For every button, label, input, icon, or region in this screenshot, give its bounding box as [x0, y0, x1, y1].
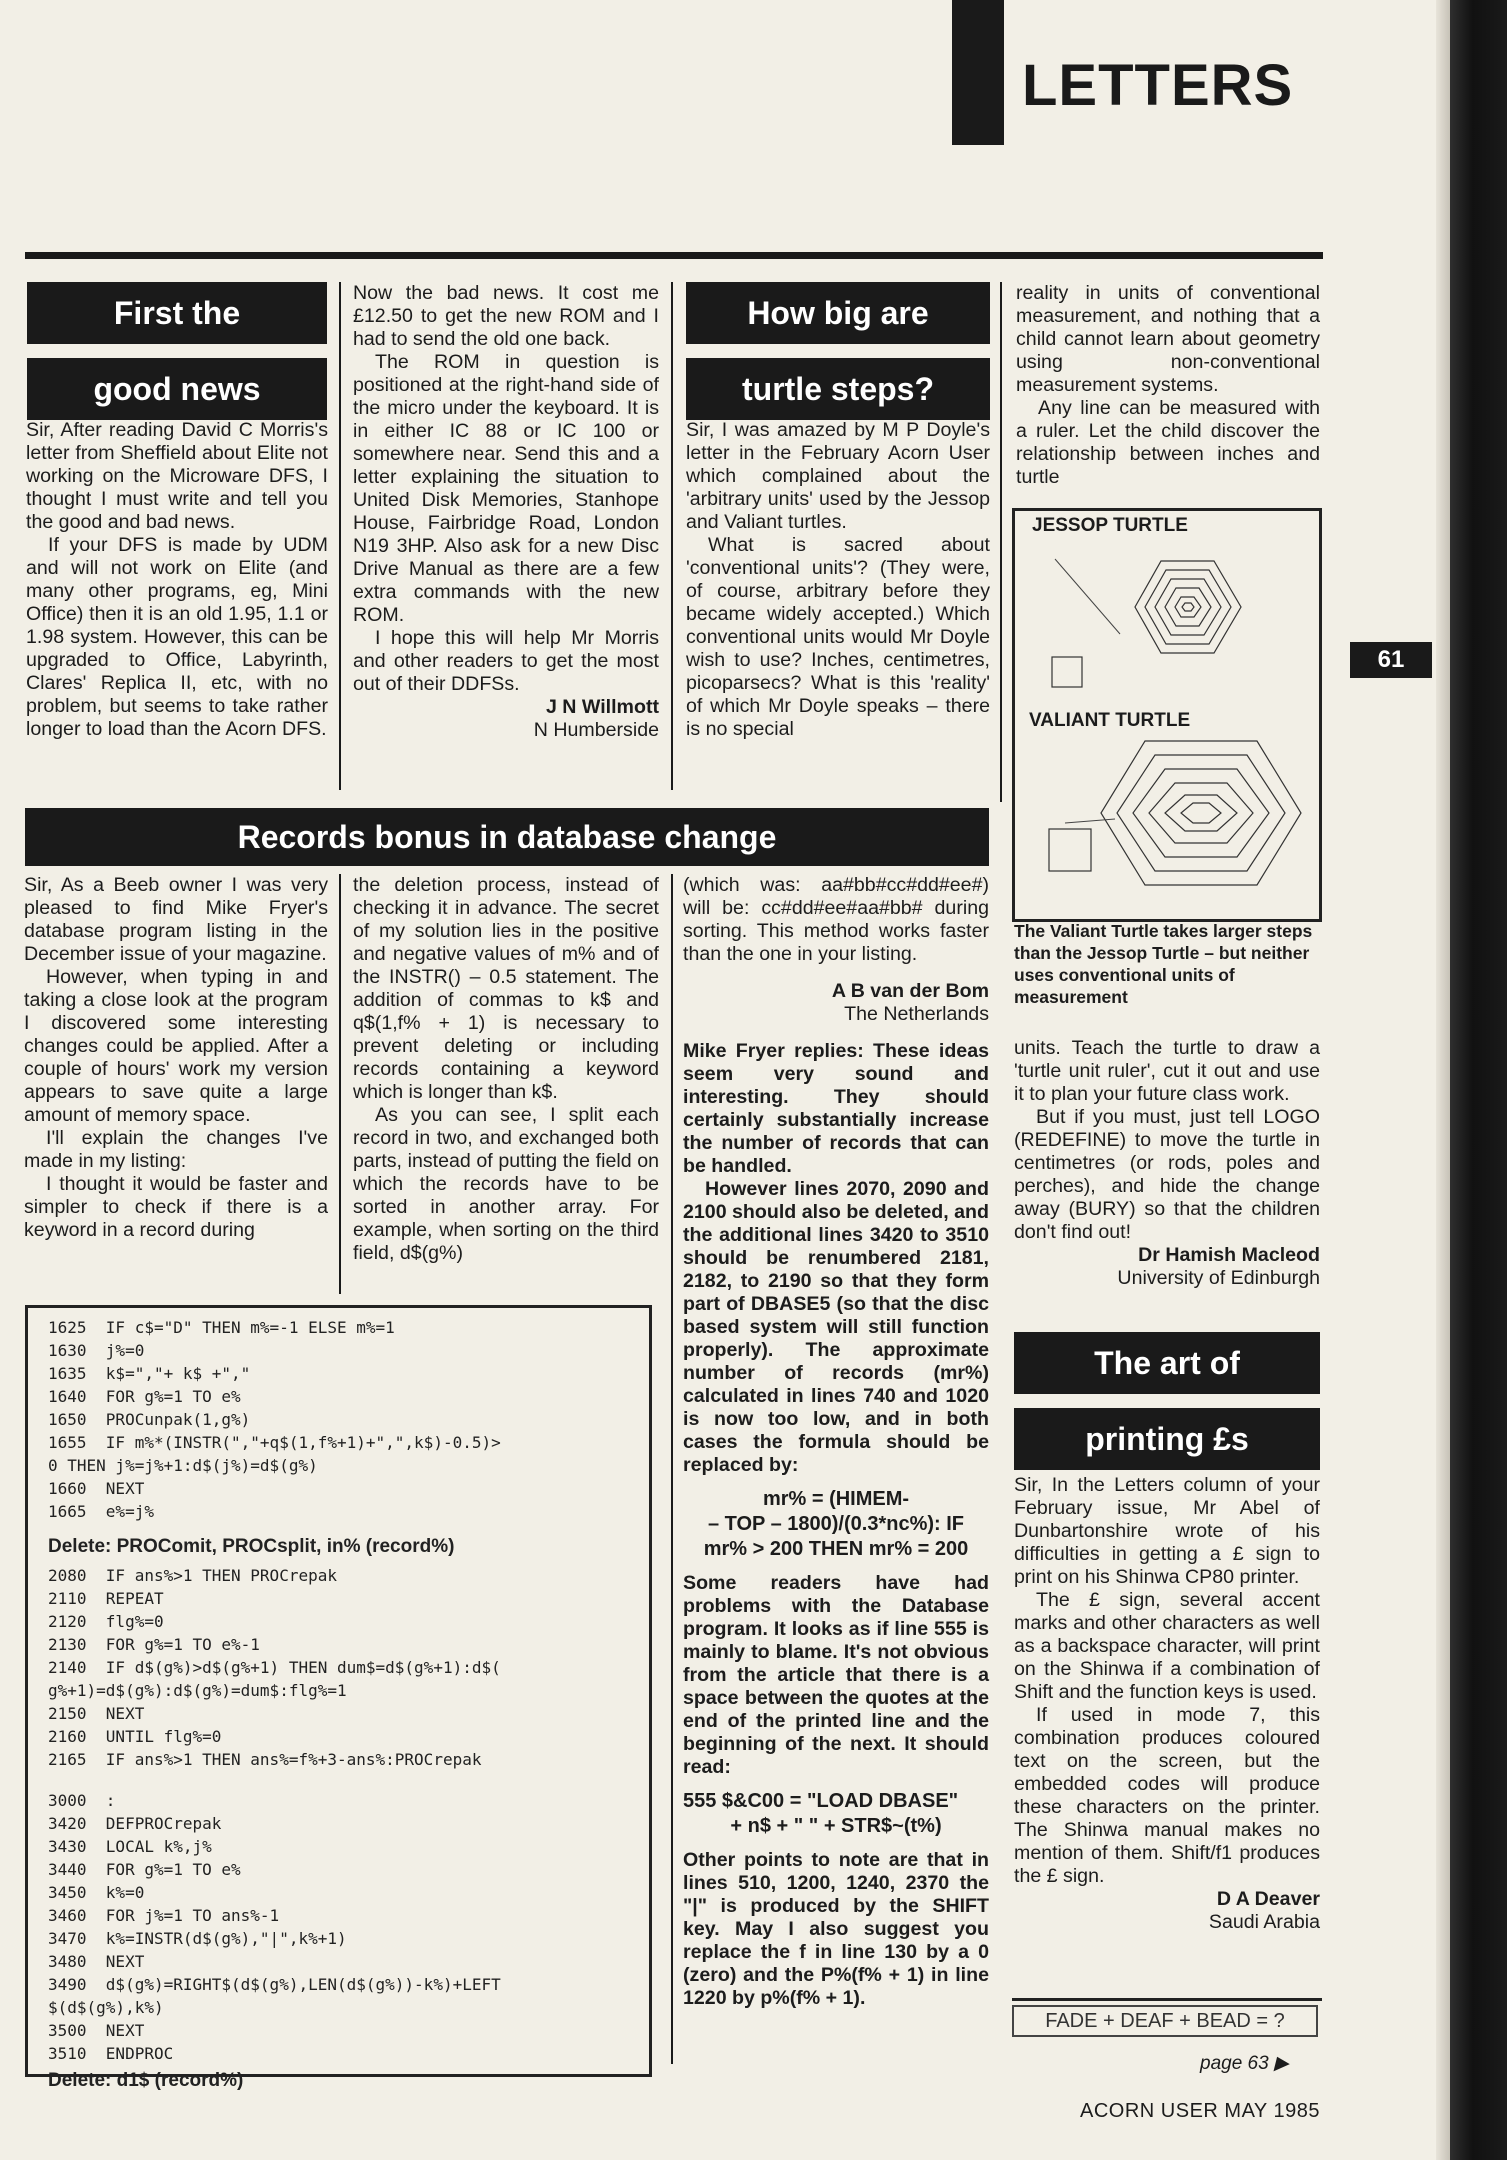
letter1-col1 [26, 419, 328, 741]
letter3-location: The Netherlands [844, 1003, 989, 1025]
code-line: 3490 d$(g%)=RIGHT$(d$(g%),LEN(d$(g%))-k%)+LEFT [48, 1975, 501, 1994]
headline-line: turtle steps? [741, 371, 935, 407]
spacer [683, 966, 989, 980]
paragraph: reality in units of conventional measurement, and nothing that a child cannot learn about geometry using non-conventional measurement systems. [1016, 282, 1320, 396]
paragraph: As you can see, I split each record in two, and exchanged both parts, instead of putting the field on which the records have to be sorted in another array. For example, when sorting on the third field, d$(g%) [353, 1104, 659, 1264]
letter4-signature: D A Deaver [1216, 1888, 1320, 1910]
code-line: 2160 UNTIL flg%=0 [48, 1727, 222, 1746]
jessop-spiral-drawing [1015, 539, 1319, 709]
letter3-col1 [24, 874, 328, 1242]
code-line: 1630 j%=0 [48, 1341, 145, 1360]
code-line: 1625 IF c$="D" THEN m%=-1 ELSE m%=1 [48, 1318, 395, 1337]
code-line: 3500 NEXT [48, 2021, 145, 2040]
jessop-spiral [1135, 561, 1241, 653]
letter3-signature: A B van der Bom [831, 980, 989, 1002]
reply-paragraph: Other points to note are that in lines 510, 1200, 1240, 2370 the "|" is produced by the SHIFT key. May I also suggest you replace the f in line 130 by a 0 (zero) and the P%(f% + 1) in line 1220 by p%(f% + 1). [683, 1849, 989, 2009]
code-line: 1650 PROCunpak(1,g%) [48, 1410, 251, 1429]
code-block-2 [48, 1564, 637, 1771]
code-line: g%+1)=d$(g%):d$(g%)=dum$:flg%=1 [48, 1681, 347, 1700]
code-line: 2080 IF ans%>1 THEN PROCrepak [48, 1566, 337, 1585]
headline-line: First the [113, 295, 241, 331]
figure-caption: The Valiant Turtle takes larger steps than the Jessop Turtle – but neither uses conventional units of measurement [1014, 921, 1313, 1007]
masthead-bar [952, 0, 1004, 145]
letter3-col3 [683, 874, 989, 2010]
delete-note: Delete: d1$ (record%) [48, 2070, 244, 2091]
delete-note: Delete: PROComit, PROCsplit, in% (record%) [48, 1536, 455, 1557]
paragraph: I hope this will help Mr Morris and other readers to get the most out of their DDFSs. [353, 627, 659, 695]
letter4-location: Saudi Arabia [1208, 1911, 1320, 1933]
paragraph: Sir, After reading David C Morris's letter from Sheffield about Elite not working on the Microware DFS, I thought I must write and tell you the good and bad news. [26, 419, 328, 533]
code-line: $(d$(g%),k%) [48, 1998, 164, 2017]
code-line: 1665 e%=j% [48, 1502, 154, 1521]
letter2-location: University of Edinburgh [1117, 1267, 1320, 1289]
top-rule [25, 252, 1323, 259]
spacer [683, 1562, 989, 1572]
code-line: 1655 IF m%*(INSTR(","+q$(1,f%+1)+",",k$)-0.5)> [48, 1433, 501, 1452]
spacer [683, 1839, 989, 1849]
code-line: 2140 IF d$(g%)>d$(g%+1) THEN dum$=d$(g%+1):d$( [48, 1658, 501, 1677]
code-line: 0 THEN j%=j%+1:d$(j%)=d$(g%) [48, 1456, 318, 1475]
letter2-col1 [686, 419, 990, 741]
figure-label-jessop: JESSOP TURTLE [1032, 515, 1188, 536]
paragraph: The ROM in question is positioned at the right-hand side of the micro under the keyboard. It is in either IC 88 or IC 100 or somewhere near. Send this and a letter explaining the situation to United Disk Memories, Stanhope House, Fairbridge Road, London N19 3HP. Also ask for a new Disc Drive Manual as there are a few extra commands with the new ROM. [353, 351, 659, 626]
reply-paragraph: Mike Fryer replies: These ideas seem very sound and interesting. They should certainly substantially increase the number of records that can be handled. [683, 1040, 989, 1177]
valiant-spiral [1101, 741, 1301, 885]
letter1-signature: J N Willmott [545, 696, 659, 718]
headline-gap [27, 344, 327, 358]
jessop-turtle-marker [1052, 657, 1082, 687]
binding-spine [1450, 0, 1507, 2160]
paragraph: However, when typing in and taking a close look at the program I discovered some interesting changes could be applied. After a couple of hours' work my version appears to save quite a large amount of memory space. [24, 966, 328, 1126]
formula-line: mr% = (HIMEM- [762, 1488, 910, 1510]
code-line: 3000 : [48, 1791, 116, 1810]
paragraph: I'll explain the changes I've made in my listing: [24, 1127, 328, 1172]
letter3-col2 [353, 874, 659, 1265]
letter1-headline [27, 282, 327, 420]
letter2-col2 [1016, 282, 1320, 489]
reply-paragraph: Some readers have had problems with the Database program. It looks as if line 555 is mainly to blame. It's not obvious from the article that there is a space between the quotes at the end of the printed line and the beginning of the next. It should read: [683, 1572, 989, 1778]
column-rule [671, 282, 673, 790]
code-line: 3430 LOCAL k%,j% [48, 1837, 212, 1856]
headline-gap [686, 344, 990, 358]
formula-line: – TOP – 1800)/(0.3*nc%): IF [707, 1513, 965, 1535]
code-line: 3420 DEFPROCrepak [48, 1814, 222, 1833]
valiant-spiral-drawing [1015, 733, 1319, 919]
page-title: LETTERS [1022, 53, 1294, 118]
page-number-tab: 61 [1350, 642, 1432, 678]
letter2-headline [686, 282, 990, 420]
paragraph: Sir, As a Beeb owner I was very pleased to find Mike Fryer's database program listing in the December issue of your magazine. [24, 874, 328, 965]
paragraph: Sir, In the Letters column of your February issue, Mr Abel of Dunbartonshire wrote of his difficulties in getting a £ sign to print on his Shinwa CP80 printer. [1014, 1474, 1320, 1588]
page-footer: ACORN USER MAY 1985 [1080, 2100, 1320, 2122]
paragraph: (which was: aa#bb#cc#dd#ee#) will be: cc#dd#ee#aa#bb# during sorting. This method works faster than the one in your listing. [683, 874, 989, 965]
jessop-trace-line [1055, 559, 1120, 634]
reply-paragraph: However lines 2070, 2090 and 2100 should also be deleted, and the additional lines 3420 to 3510 should be renumbered 2181, 2182, to 2190 so that they form part of DBASE5 (so that the disc based system will still function properly). The approximate number of records (mr%) calculated in lines 740 and 1020 is now too low, and in both cases the formula should be replaced by: [683, 1178, 989, 1476]
formula-line: mr% > 200 THEN mr% = 200 [703, 1538, 969, 1560]
valiant-turtle-marker [1049, 829, 1091, 871]
paragraph: If your DFS is made by UDM and will not work on Elite (and many other programs, eg, Mini Office) then it is an old 1.95, 1.1 or 1.98 system. However, this can be upgraded to Office, Labyrinth, Clares' Replica II, etc, with no problem, but seems to take rather longer to load than the Acorn DFS. [26, 534, 328, 740]
paragraph: Any line can be measured with a ruler. Let the child discover the relationship between inches and turtle [1016, 397, 1320, 488]
code-line: 3460 FOR j%=1 TO ans%-1 [48, 1906, 280, 1925]
code-line: 1635 k$=","+ k$ +"," [48, 1364, 251, 1383]
code-block-1 [48, 1316, 637, 1523]
code-line: 2120 flg%=0 [48, 1612, 164, 1631]
paragraph: Now the bad news. It cost me £12.50 to get the new ROM and I had to send the old one back. [353, 282, 659, 350]
headline-line: How big are [747, 295, 929, 331]
code-line: 3470 k%=INSTR(d$(g%),"|",k%+1) [48, 1929, 347, 1948]
paragraph: If used in mode 7, this combination produces coloured text on the screen, but the embedded codes will produce these characters on the printer. The Shinwa manual makes no mention of them. Shift/f1 produces the £ sign. [1014, 1704, 1320, 1887]
code-listing [25, 1305, 652, 2091]
column-rule [1000, 282, 1002, 802]
puzzle-rule [1012, 1998, 1322, 2001]
code-line: 3480 NEXT [48, 1952, 145, 1971]
code-line: 2165 IF ans%>1 THEN ans%=f%+3-ans%:PROCrepak [48, 1750, 482, 1769]
letter1-location: N Humberside [533, 719, 659, 741]
column-rule [339, 282, 341, 790]
paragraph: I thought it would be faster and simpler to check if there is a keyword in a record during [24, 1173, 328, 1241]
formula-line: + n$ + " " + STR$~(t%) [730, 1815, 942, 1837]
code-line: 1640 FOR g%=1 TO e% [48, 1387, 241, 1406]
valiant-trace-line [1065, 819, 1115, 823]
letter2-signature: Dr Hamish Macleod [1138, 1244, 1320, 1266]
turtle-figure [1012, 508, 1322, 922]
column-rule [671, 874, 673, 2064]
headline-line: printing £s [1085, 1421, 1249, 1457]
puzzle-box: FADE + DEAF + BEAD = ? [1012, 2005, 1318, 2037]
paragraph: units. Teach the turtle to draw a 'turtle unit ruler', cut it out and use it to plan your future class work. [1014, 1037, 1320, 1105]
paragraph: Sir, I was amazed by M P Doyle's letter in the February Acorn User which complained about the 'arbitrary units' used by the Jessop and Valiant turtles. [686, 419, 990, 533]
letter4-headline [1014, 1332, 1320, 1470]
paragraph: the deletion process, instead of checking it in advance. The secret of my solution lies in the positive and negative values of m% and of the INSTR() – 0.5 statement. The addition of commas to k$ and q$(1,f% + 1) is necessary to prevent deleting or including records containing a keyword which is longer than k$. [353, 874, 659, 1103]
paragraph: But if you must, just tell LOGO (REDEFINE) to move the turtle in centimetres (or rods, poles and perches), and hide the change away (BURY) so that the children don't find out! [1014, 1106, 1320, 1243]
spacer [683, 1477, 989, 1487]
continued-link[interactable]: page 63 ▶ [1200, 2053, 1289, 2074]
code-line: 2130 FOR g%=1 TO e%-1 [48, 1635, 260, 1654]
spacer [683, 1026, 989, 1040]
letter1-col2 [353, 282, 659, 742]
paragraph: The £ sign, several accent marks and other characters as well as a backspace character, will print on the Shinwa if a combination of Shift and the function keys is used. [1014, 1589, 1320, 1703]
headline-gap [1014, 1394, 1320, 1408]
code-line: 1660 NEXT [48, 1479, 145, 1498]
formula-line: 555 $&C00 = "LOAD DBASE" [683, 1790, 959, 1812]
code-line: 2110 REPEAT [48, 1589, 164, 1608]
code-line: 3440 FOR g%=1 TO e% [48, 1860, 241, 1879]
paragraph: What is sacred about 'conventional units'? (They were, of course, arbitrary before they became widely accepted.) Which conventional units would Mr Doyle wish to use? Inches, centimetres, picoparsecs? What is this 'reality' of which Mr Doyle speaks – there is no special [686, 534, 990, 740]
code-line: 3450 k%=0 [48, 1883, 145, 1902]
figure-label-valiant: VALIANT TURTLE [1029, 710, 1191, 731]
letter4-body [1014, 1474, 1320, 1934]
code-line: 3510 ENDPROC [48, 2044, 174, 2063]
letter3-headline: Records bonus in database change [25, 808, 989, 866]
headline-line: good news [93, 371, 261, 407]
code-block-3 [48, 1789, 637, 2065]
spacer [683, 1779, 989, 1789]
headline-line: The art of [1094, 1345, 1240, 1381]
column-rule [339, 874, 341, 1294]
letter2-col3 [1014, 1037, 1320, 1290]
code-line: 2150 NEXT [48, 1704, 145, 1723]
